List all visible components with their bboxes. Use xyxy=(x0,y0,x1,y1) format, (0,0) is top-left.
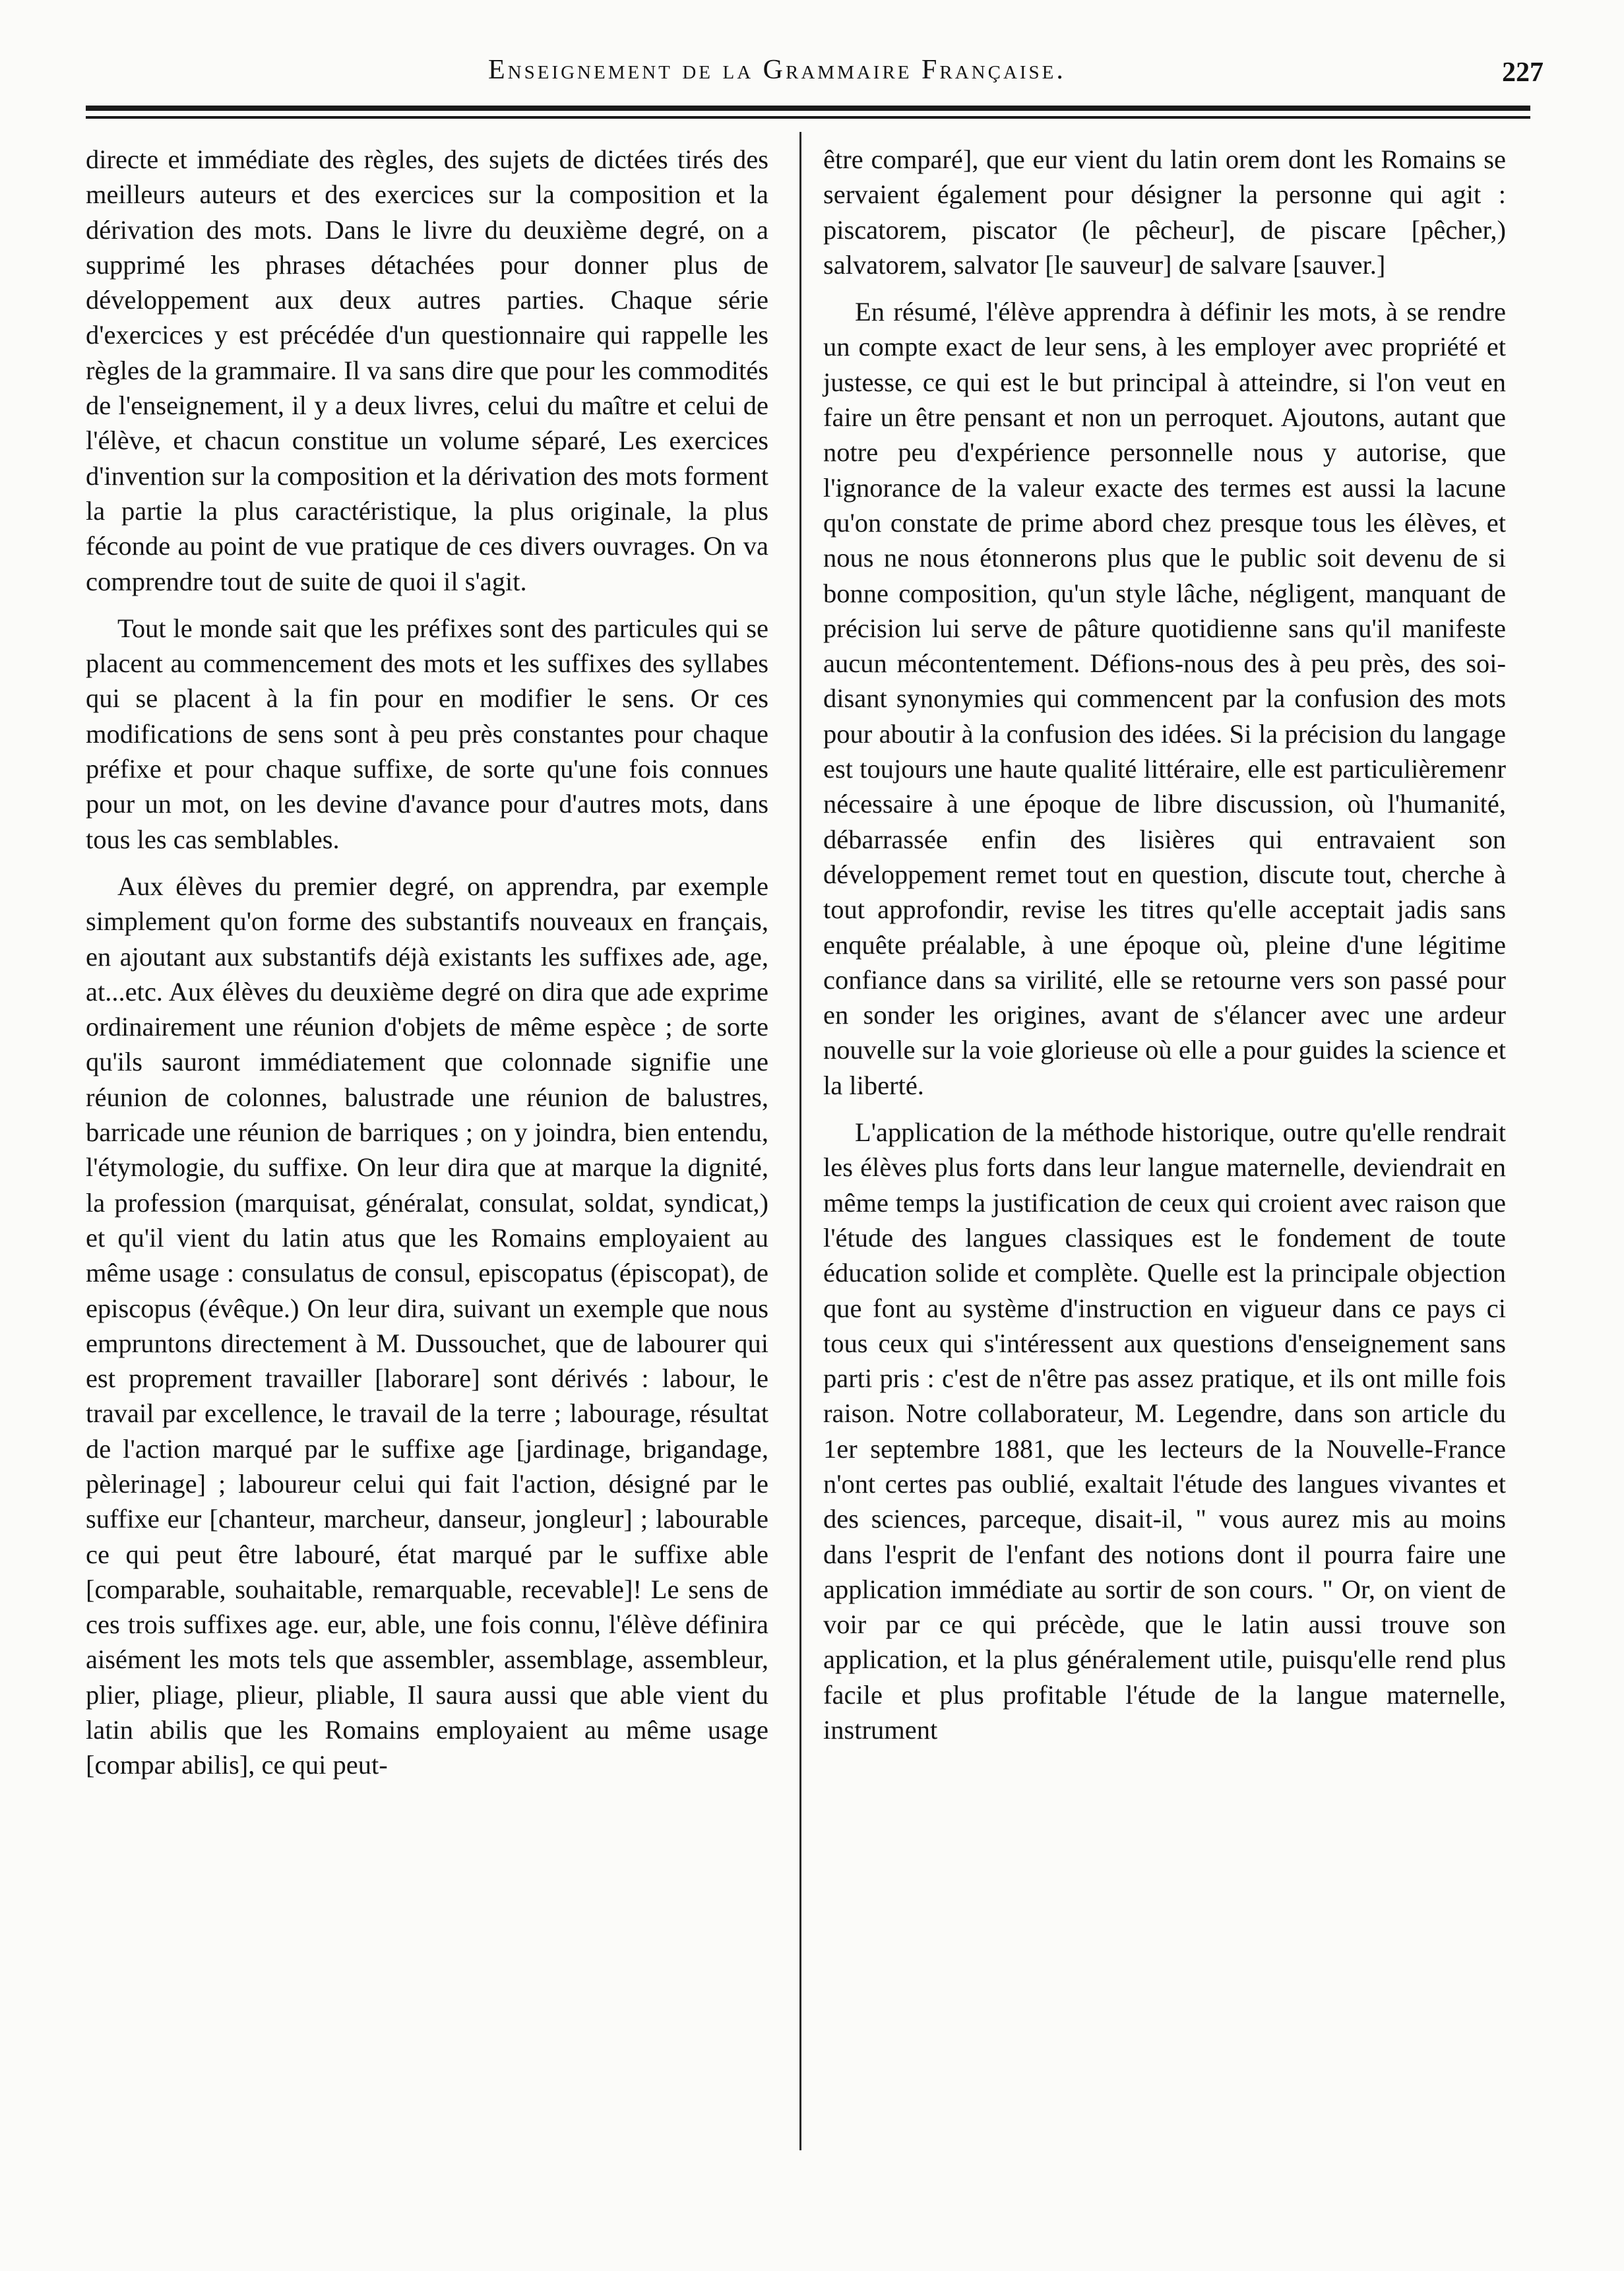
paragraph: Tout le monde sait que les préfixes sont des particules qui se placent au commencement des mots et les suffixes des syllabes qui se placent à la fin pour en modifier le sens. Or ces modifications de sens sont à peu près constantes pour chaque préfixe et pour chaque suffixe, de sorte qu'une fois connues pour un mot, on les devine d'avance pour d'autres mots, dans tous les cas semblables. xyxy=(86,613,768,854)
paragraph: En résumé, l'élève apprendra à définir les mots, à se rendre un compte exact de leur sens, à les employer avec propriété et justesse, ce qui est le but principal à atteindre, si l'on veut en faire un être pensant et non un perroquet. Ajoutons, autant que notre peu d'expérience personnelle nous y autorise, que l'ignorance de la valeur exacte des termes est aussi la lacune qu'on constate de prime abord chez presque tous les élèves, et nous ne nous étonnerons plus que le public soit devenu de si bonne composition, qu'un style lâche, négligent, manquant de précision lui serve de pâture quotidienne sans qu'il manifeste aucun mécontentement. Défions-nous des à peu près, des soi-disant synonymies qui commencent par la confusion des mots pour aboutir à la confusion des idées. Si la précision du langage est toujours une haute qualité littéraire, elle est particulièremenr nécessaire à une époque de libre discussion, où l'humanité, débarrassée enfin des lisières qui entravaient son développement remet tout en question, discute tout, cherche à tout approfondir, revise les titres qu'elle acceptait jadis sans enquête préalable, à une époque où, pleine d'une légitime confiance dans sa virilité, elle se retourne vers son passé pour en sonder les origines, avant de s'élancer avec une ardeur nouvelle sur la voie glorieuse où elle a pour guides la science et la liberté. xyxy=(823,297,1506,1100)
page-number: 227 xyxy=(1502,57,1544,88)
page-header xyxy=(79,46,1544,99)
paragraph: Aux élèves du premier degré, on apprendra, par exemple simplement qu'on forme des substantifs nouveaux en français, en ajoutant aux substantifs déjà existants les suffixes ade, age, at...etc. Aux élèves du deuxième degré on dira que ade exprime ordinairement une réunion d'objets de même espèce ; de sorte qu'ils sauront immédiatement que colonnade signifie une réunion de colonnes, balustrade une réunion de balustres, barricade une réunion de barriques ; on y joindra, bien entendu, l'étymologie, du suffixe. On leur dira que at marque la dignité, la profession (marquisat, généralat, consulat, soldat, syndicat,) et qu'il vient du latin atus que les Romains employaient au même usage : consulatus de consul, episcopatus (épiscopat), de episcopus (évêque.) On leur dira, suivant un exemple que nous empruntons directement à M. Dussouchet, que de labourer qui est proprement travailler [laborare] sont dérivés : labour, le travail par excellence, le travail de la terre ; labourage, résultat de l'action marqué par le suffixe age [jardinage, brigandage, pèlerinage] ; laboureur celui qui fait l'action, désigné par le suffixe eur [chanteur, marcheur, danseur, jongleur] ; labourable ce qui peut être labouré, état marqué par le suffixe able [comparable, souhaitable, remarquable, recevable]! Le sens de ces trois suffixes age. eur, able, une fois connu, l'élève définira aisément les mots tels que assembler, assemblage, assembleur, plier, pliage, plieur, pliable, Il saura aussi que able vient du latin abilis que les Romains employaient au même usage [compar abilis], ce qui peut- xyxy=(86,871,768,1780)
right-column xyxy=(823,142,1506,1759)
paragraph: L'application de la méthode historique, outre qu'elle rendrait les élèves plus forts dans leur langue maternelle, deviendrait en même temps la justification de ceux qui croient avec raison que l'étude des langues classiques est le fondement de toute éducation solide et complète. Quelle est la principale objection que font au système d'instruction en vigueur dans ce pays ci tous ceux qui s'intéressent aux questions d'enseignement sans parti pris : c'est de n'être pas assez pratique, et ils ont mille fois raison. Notre collaborateur, M. Legendre, dans son article du 1er septembre 1881, que les lecteurs de la Nouvelle-France n'ont certes pas oublié, exaltait l'étude des langues vivantes et des sciences, parceque, disait-il, " vous aurez mis au moins dans l'esprit de l'enfant des notions dont il pourra faire une application immédiate au sortir de son cours. " Or, on vient de voir par ce qui précède, que le latin aussi trouve son application, et la plus généralement utile, puisqu'elle rend plus facile et plus profitable l'étude de la langue maternelle, instrument xyxy=(823,1117,1506,1745)
paragraph: directe et immédiate des règles, des sujets de dictées tirés des meilleurs auteurs et des exercices sur la composition et la dérivation des mots. Dans le livre du deuxième degré, on a supprimé les phrases détachées pour donner plus de développement aux deux autres parties. Chaque série d'exercices y est précédée d'un questionnaire qui rappelle les règles de la grammaire. Il va sans dire que pour les commodités de l'enseignement, il y a deux livres, celui du maître et celui de l'élève, et chacun constitue un volume séparé, Les exercices d'invention sur la composition et la dérivation des mots forment la partie la plus caractéristique, la plus originale, la plus féconde au point de vue pratique de ces divers ouvrages. On va comprendre tout de suite de quoi il s'agit. xyxy=(86,144,768,596)
running-title: Enseignement de la Grammaire Française. xyxy=(488,55,1066,85)
header-rule-thick xyxy=(86,106,1530,111)
header-rule-thin xyxy=(86,116,1530,119)
paragraph: être comparé], que eur vient du latin orem dont les Romains se servaient également pour désigner la personne qui agit : piscatorem, piscator (le pêcheur], de piscare [pêcher,) salvatorem, salvator [le sauveur] de salvare [sauver.] xyxy=(823,144,1506,280)
left-column xyxy=(86,142,768,1795)
column-divider xyxy=(799,132,801,2150)
